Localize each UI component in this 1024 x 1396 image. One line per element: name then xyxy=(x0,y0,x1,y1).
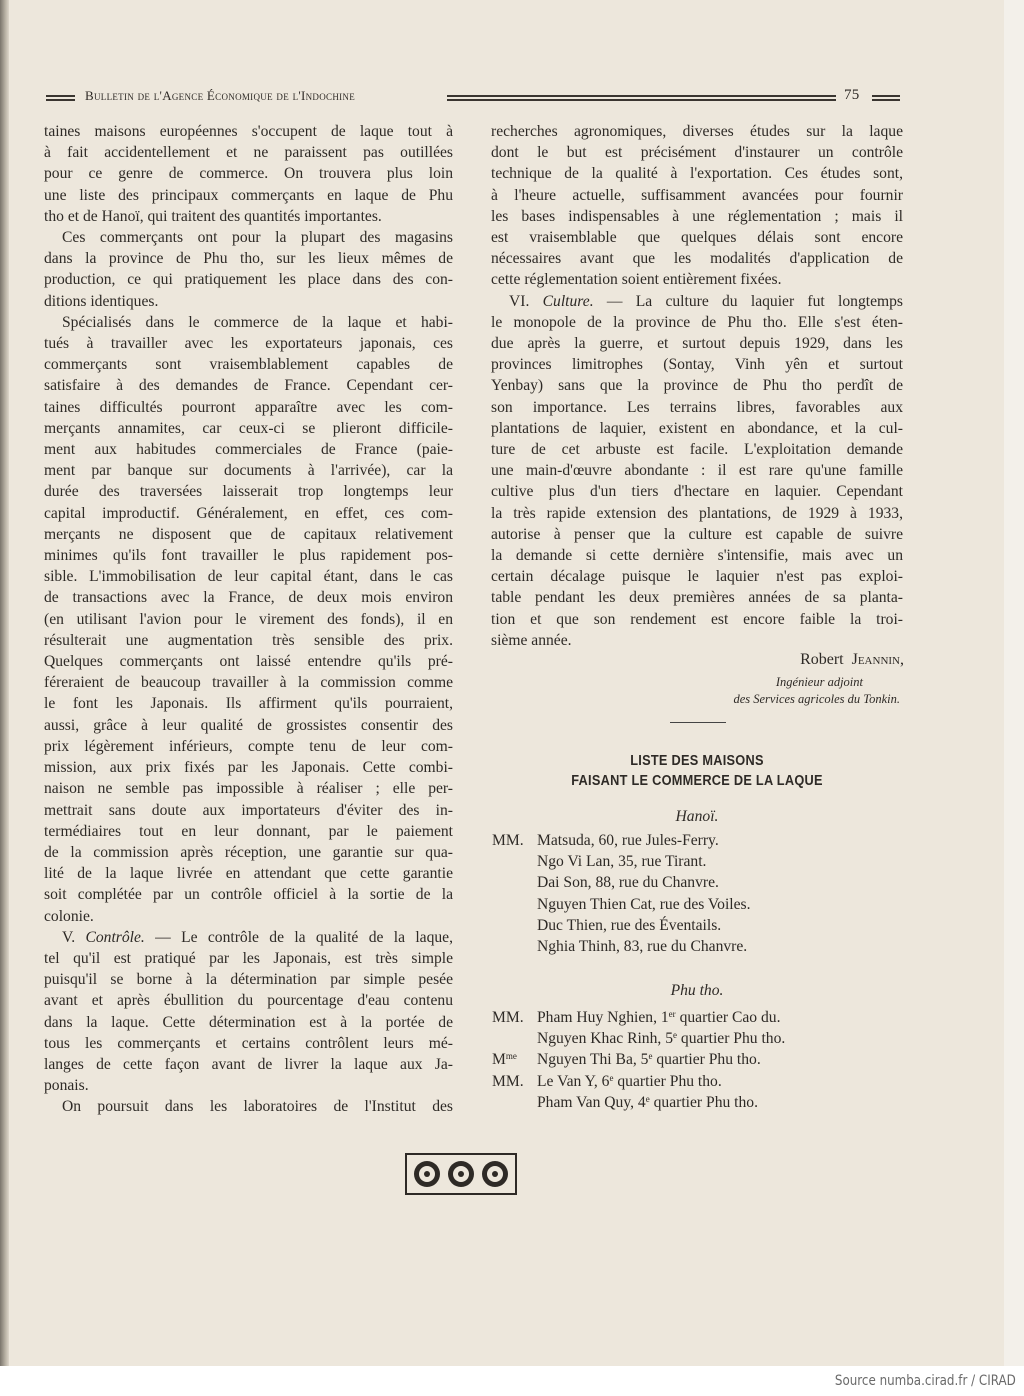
text-line: lité de la laque livrée en attendant que cette garantie xyxy=(44,865,453,883)
text-line: recherches agronomiques, diverses études sur la laque xyxy=(491,123,903,140)
text-line: féreraient de beaucoup travailler à la commission comme xyxy=(44,674,453,692)
list-entry xyxy=(492,938,747,956)
text-line: mettrait sans doute aux importateurs d'éviter des in- xyxy=(44,801,453,819)
text-line: la très rapide extension des plantations, de 1929 à 1933, xyxy=(491,504,903,522)
section-divider xyxy=(670,722,726,723)
list-city-heading: Phu tho. xyxy=(670,982,724,999)
text-line: le monopole de la province de Phu tho. Elle s'est éten- xyxy=(491,313,903,331)
list-entry xyxy=(492,1094,758,1112)
text-line xyxy=(491,291,903,312)
entry-text: Le Van Y, 6 xyxy=(537,1072,610,1090)
list-entry xyxy=(492,832,719,850)
entry-text: Dai Son, 88, rue du Chanvre. xyxy=(537,874,719,892)
running-header xyxy=(46,88,902,108)
text-line: On poursuit dans les laboratoires de l'Institut des xyxy=(62,1098,453,1116)
prefix-superscript: me xyxy=(505,1051,517,1062)
entry-text: Ngo Vi Lan, 35, rue Tirant. xyxy=(537,853,707,871)
list-entry xyxy=(492,1073,722,1091)
text-line: soit complétée par un contrôle officiel à la sortie de la xyxy=(44,886,453,904)
ordinal-superscript: e xyxy=(673,1030,677,1041)
text-line: naison ne semble pas impossible à réaliser ; elle per- xyxy=(44,780,453,798)
text-line: Ces commerçants ont pour la plupart des magasins xyxy=(62,229,453,247)
header-rule-middle xyxy=(447,95,836,101)
entry-text: Nguyen Thien Cat, rue des Voiles. xyxy=(537,895,751,913)
text-line: satisfaire à des demandes de France. Cependant cer- xyxy=(44,377,453,395)
list-entry xyxy=(492,1030,785,1048)
prefix-text: M xyxy=(492,1051,506,1069)
right-text-column xyxy=(491,121,903,651)
text-line: une liste des principaux commerçants en laque de Phu xyxy=(44,186,453,204)
source-credit: Source numba.cirad.fr / CIRAD xyxy=(835,1373,1016,1389)
text-line: production, ce qui pratiquement les place dans des con- xyxy=(44,271,453,289)
prefix-text: MM. xyxy=(492,1072,524,1090)
text-line: le font les Japonais. Ils affirment qu'ils pourraient, xyxy=(44,695,453,713)
list-heading-1: LISTE DES MAISONS xyxy=(630,753,764,769)
text-line: est vraisemblable que quelques délais sont encore xyxy=(491,229,903,247)
text-line: tel qu'il est pratiqué par les Japonais, est très simple xyxy=(44,949,453,967)
author-service: des Services agricoles du Tonkin. xyxy=(733,692,900,706)
text-line: ditions identiques. xyxy=(44,292,159,310)
text-line: Yenbay) sans que la province de Phu tho perdît de xyxy=(491,377,903,395)
entry-text-after: quartier Cao du. xyxy=(675,1009,781,1026)
ordinal-superscript: e xyxy=(645,1093,650,1104)
list-entry xyxy=(492,896,751,914)
text-line: merçants annamites, car ceux-ci se plieront difficile- xyxy=(44,419,453,437)
text-line: termédiaires tout en leur donnant, par le paiement xyxy=(44,822,453,840)
entry-text: Duc Thien, rue des Éventails. xyxy=(537,916,722,934)
text-line: colonie. xyxy=(44,907,94,925)
text-segment: VI. xyxy=(509,292,543,310)
text-line: durée des traversées laisserait trop longtemps leur xyxy=(44,483,453,501)
text-line: ment aux habitudes commerciales de France (paie- xyxy=(44,441,453,459)
text-line: cultive plus d'un tiers d'hectare en laquier. Cependant xyxy=(491,483,903,501)
text-line: avant et après ébullition du pourcentage d'eau contenu xyxy=(44,992,453,1010)
text-line: minimes qu'ils font travailler le plus rapidement pos- xyxy=(44,547,453,565)
text-line: plantations de laquier, existent en abondance, et la cul- xyxy=(491,419,903,437)
entry-text: Nguyen Khac Rinh, 5 xyxy=(537,1030,673,1048)
text-line: certain décalage puisque le laquier n'est pas exploi- xyxy=(491,568,903,586)
entry-text: Matsuda, 60, rue Jules-Ferry. xyxy=(537,832,719,849)
text-line: sième année. xyxy=(491,631,572,649)
text-line: langes de cette façon avant de livrer la laque aux Ja- xyxy=(44,1055,453,1073)
entry-text-after: quartier Phu tho. xyxy=(677,1030,786,1048)
section-title: Culture. xyxy=(542,292,594,310)
text-line: capital improductif. Généralement, en effet, ces com- xyxy=(44,504,453,522)
ordinal-superscript: e xyxy=(609,1072,614,1083)
text-line: merçants ne disposent que de capitaux relativement xyxy=(44,525,453,543)
author-last-name: Jeannin, xyxy=(851,651,904,668)
text-line: mission, aux prix fixés par les Japonais. Cette combi- xyxy=(44,759,453,777)
text-line: dans la laque. Cette détermination est à la portée de xyxy=(44,1013,453,1031)
list-city-heading: Hanoï. xyxy=(675,808,719,825)
prefix-text: MM. xyxy=(492,1009,524,1026)
text-line: due après la guerre, et surtout depuis 1929, dans les xyxy=(491,335,903,353)
text-line: ponais. xyxy=(44,1077,89,1095)
ordinal-superscript: e xyxy=(648,1051,653,1062)
text-line: taines maisons européennes s'occupent de laque tout à xyxy=(44,123,453,140)
text-line xyxy=(44,927,453,948)
text-line: taines difficultés pourront apparaître avec les com- xyxy=(44,398,453,416)
decorative-ornament-icon xyxy=(405,1150,517,1198)
author-signature xyxy=(490,651,904,669)
text-line: la demande si cette dernière s'intensifie, mais avec un xyxy=(491,547,903,565)
text-line: Spécialisés dans le commerce de la laque et habi- xyxy=(62,313,453,331)
book-binding-edge xyxy=(0,0,9,1366)
header-rule-left xyxy=(46,95,75,101)
journal-title: Bulletin de l'Agence Économique de l'Indochine xyxy=(85,88,356,103)
text-line: Quelques commerçants ont laissé entendre qu'ils pré- xyxy=(44,653,453,671)
entry-text-after: quartier Phu tho. xyxy=(652,1051,761,1069)
text-line: de transactions avec la France, de deux mois environ xyxy=(44,589,453,607)
text-line: nécessaires avant que les modalités d'application de xyxy=(491,250,903,268)
text-line: à l'heure actuelle, suffisamment avancées pour fournir xyxy=(491,186,903,204)
left-text-column xyxy=(44,121,453,1118)
text-segment: V. xyxy=(62,928,86,946)
entry-text: Nguyen Thi Ba, 5 xyxy=(537,1051,649,1069)
entry-text-after: quartier Phu tho. xyxy=(649,1093,759,1111)
page-number: 75 xyxy=(844,87,860,103)
text-line: à fait accidentellement et ne paraissent pas outillées xyxy=(44,144,453,162)
entry-prefix xyxy=(492,1009,537,1027)
ordinal-superscript: er xyxy=(668,1009,676,1019)
list-heading-2: FAISANT LE COMMERCE DE LA LAQUE xyxy=(571,773,823,789)
text-line: dont le but est précisément d'instaurer un contrôle xyxy=(491,144,903,162)
entry-prefix xyxy=(492,832,537,850)
text-line: ture de cet arbuste est facile. L'exploitation demande xyxy=(491,441,903,459)
section-title: Contrôle. xyxy=(85,928,145,946)
text-line: résulterait une augmentation très sensible des prix. xyxy=(44,631,453,649)
text-line: ment par banque sur documents à l'arrivée), car la xyxy=(44,462,453,480)
entry-prefix xyxy=(492,1073,537,1091)
text-line: son importance. Les terrains libres, favorables aux xyxy=(491,398,903,416)
text-segment: — La culture du laquier fut longtemps xyxy=(593,292,903,310)
list-entry xyxy=(492,874,719,892)
text-line: autorise à penser que la culture est capable de suivre xyxy=(491,525,903,543)
list-entry xyxy=(492,917,721,935)
text-line: technique de la qualité à l'exportation. Ces études sont, xyxy=(491,165,903,183)
text-line: de la commission après réception, une garantie sur qua- xyxy=(44,843,453,861)
text-line: aussi, grâce à leur qualité de grossistes consentir des xyxy=(44,716,453,734)
text-line: les bases indispensables à une réglementation ; mais il xyxy=(491,207,903,225)
text-line: tous les commerçants et certains contrôlent leurs mé- xyxy=(44,1034,453,1052)
text-line: dans la province de Phu tho, sur les lieux mêmes de xyxy=(44,250,453,268)
entry-prefix xyxy=(492,1051,537,1069)
author-title: Ingénieur adjoint xyxy=(775,675,863,689)
text-line: table pendant les deux premières années de sa planta- xyxy=(491,589,903,607)
text-line: puisqu'il se borne à la détermination par simple pesée xyxy=(44,971,453,989)
prefix-text: MM. xyxy=(492,832,524,849)
text-line: prix légèrement inférieurs, compte tenu de leur com- xyxy=(44,737,453,755)
author-first-name: Robert xyxy=(800,651,844,668)
text-line: cette réglementation soient entièrement fixées. xyxy=(491,271,782,289)
text-line: commerçants sont vraisemblablement capables de xyxy=(44,356,453,374)
entry-text: Pham Van Quy, 4 xyxy=(537,1093,646,1111)
text-line: provinces limitrophes (Sontay, Vinh yên et surtout xyxy=(491,356,903,374)
header-rule-right xyxy=(872,95,900,101)
list-entry xyxy=(492,1051,761,1069)
list-entry xyxy=(492,1009,780,1027)
list-entry xyxy=(492,853,706,871)
entry-text-after: quartier Phu tho. xyxy=(613,1072,722,1090)
entry-text: Nghia Thinh, 83, rue du Chanvre. xyxy=(537,938,748,955)
text-line: (en utilisant l'avion pour le virement des fonds), il en xyxy=(44,610,453,628)
text-line: tho et de Hanoï, qui traitent des quantités importantes. xyxy=(44,207,382,225)
text-line: tués à travailler avec les exportateurs japonais, ces xyxy=(44,335,453,353)
text-line: pour ce genre de commerce. On trouvera plus loin xyxy=(44,165,453,183)
text-line: une main-d'œuvre abondante : il est rare qu'une famille xyxy=(491,462,903,480)
text-line: sible. L'immobilisation de leur capital étant, dans le cas xyxy=(44,568,453,586)
entry-text: Pham Huy Nghien, 1 xyxy=(537,1009,669,1026)
page-edge xyxy=(1004,0,1024,1366)
text-line: tion et que son rendement est encore faible la troi- xyxy=(491,610,903,628)
text-segment: — Le contrôle de la qualité de la laque, xyxy=(144,928,453,946)
